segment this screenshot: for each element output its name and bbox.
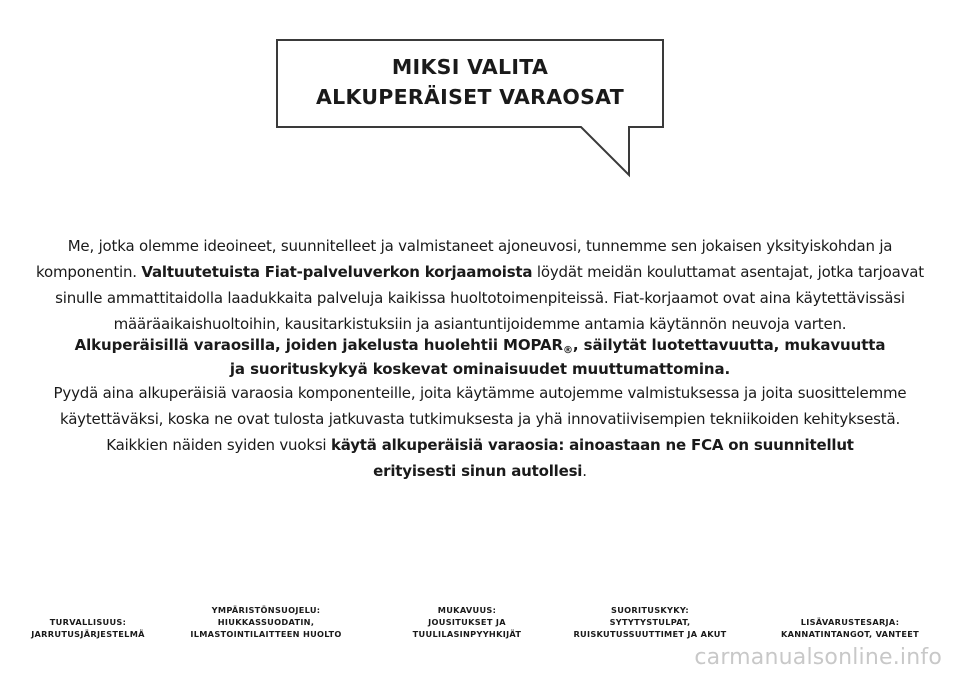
- category-environment: [168, 604, 364, 640]
- closing-line-4: [18, 458, 942, 484]
- title-line-1: MIKSI VALITA: [391, 55, 549, 79]
- highlight-line-1: [18, 336, 942, 360]
- highlight-paragraph: [18, 336, 942, 378]
- category-label-line: RUISKUTUSSUUTTIMET JA AKUT: [573, 629, 727, 639]
- intro-line-1: Me, jotka olemme ideoineet, suunnitelleet ja valmistaneet ajoneuvosi, tunnemme sen jokaisen yksityiskohdan ja: [67, 237, 893, 255]
- category-label-line: TUULILASINPYYHKIJÄT: [412, 629, 522, 639]
- page-title: [278, 52, 662, 112]
- registered-mark: ®: [562, 345, 573, 356]
- highlight-line-2: ja suorituskykyä koskevat ominaisuudet muuttumattomina.: [229, 360, 731, 378]
- category-label-line: ILMASTOINTILAITTEEN HUOLTO: [190, 629, 342, 639]
- closing-line-3-start: Kaikkien näiden syiden vuoksi: [106, 436, 331, 454]
- intro-line-3: sinulle ammattitaidolla laadukkaita palveluja kaikissa huoltotoimenpiteissä. Fiat-korjaamot ovat aina käytettävissäsi: [55, 289, 905, 307]
- closing-paragraph: [18, 380, 942, 484]
- intro-line-2-start: komponentin.: [36, 263, 142, 281]
- category-label-line: KANNATINTANGOT, VANTEET: [781, 629, 919, 639]
- watermark: carmanualsonline.info: [694, 645, 942, 670]
- title-line-2: ALKUPERÄISET VARAOSAT: [315, 85, 625, 109]
- category-label-line: LISÄVARUSTESARJA:: [800, 617, 900, 627]
- category-label-line: JARRUTUSJÄRJESTELMÄ: [31, 629, 145, 639]
- highlight-line-1-start: Alkuperäisillä varaosilla, joiden jakelusta huolehtii MOPAR: [74, 336, 563, 354]
- closing-line-1: Pyydä aina alkuperäisiä varaosia komponenteille, joita käytämme autojemme valmistuksessa ja joita suosittelemme: [53, 384, 907, 402]
- highlight-line-1-end: , säilytät luotettavuutta, mukavuutta: [572, 336, 886, 354]
- category-performance: [550, 604, 750, 640]
- category-label-line: SUORITUSKYKY:: [611, 605, 689, 615]
- category-label-line: TURVALLISUUS:: [49, 617, 127, 627]
- intro-line-4: määräaikaishuoltoihin, kausitarkistuksiin ja asiantuntijoidemme antamia käytännön neuvoja varten.: [113, 315, 847, 333]
- category-label-line: YMPÄRISTÖNSUOJELU:: [211, 605, 321, 615]
- intro-paragraph: [18, 233, 942, 337]
- category-label-line: MUKAVUUS:: [437, 605, 497, 615]
- closing-period: .: [582, 462, 587, 480]
- intro-line-2-end: löydät meidän kouluttamat asentajat, jotka tarjoavat: [532, 263, 924, 281]
- service-network-emphasis: Valtuutetuista Fiat-palveluverkon korjaamoista: [141, 263, 533, 281]
- category-label-line: JOUSITUKSET JA: [428, 617, 506, 627]
- category-accessories: [752, 616, 948, 640]
- closing-line-2: käytettäväksi, koska ne ovat tulosta jatkuvasta tutkimuksesta ja yhä innovatiivisempien tekniikoiden kehityksestä.: [59, 410, 901, 428]
- category-safety: [0, 616, 176, 640]
- intro-line-2: [18, 259, 942, 285]
- closing-line-3: [18, 432, 942, 458]
- closing-emphasis-end: erityisesti sinun autollesi: [373, 462, 583, 480]
- category-label-line: SYTYTYSTULPAT,: [609, 617, 691, 627]
- category-label-line: HIUKKASSUODATIN,: [217, 617, 315, 627]
- category-comfort: [372, 604, 562, 640]
- category-labels: [0, 598, 960, 646]
- closing-emphasis: käytä alkuperäisiä varaosia: ainoastaan ne FCA on suunnitellut: [330, 436, 854, 454]
